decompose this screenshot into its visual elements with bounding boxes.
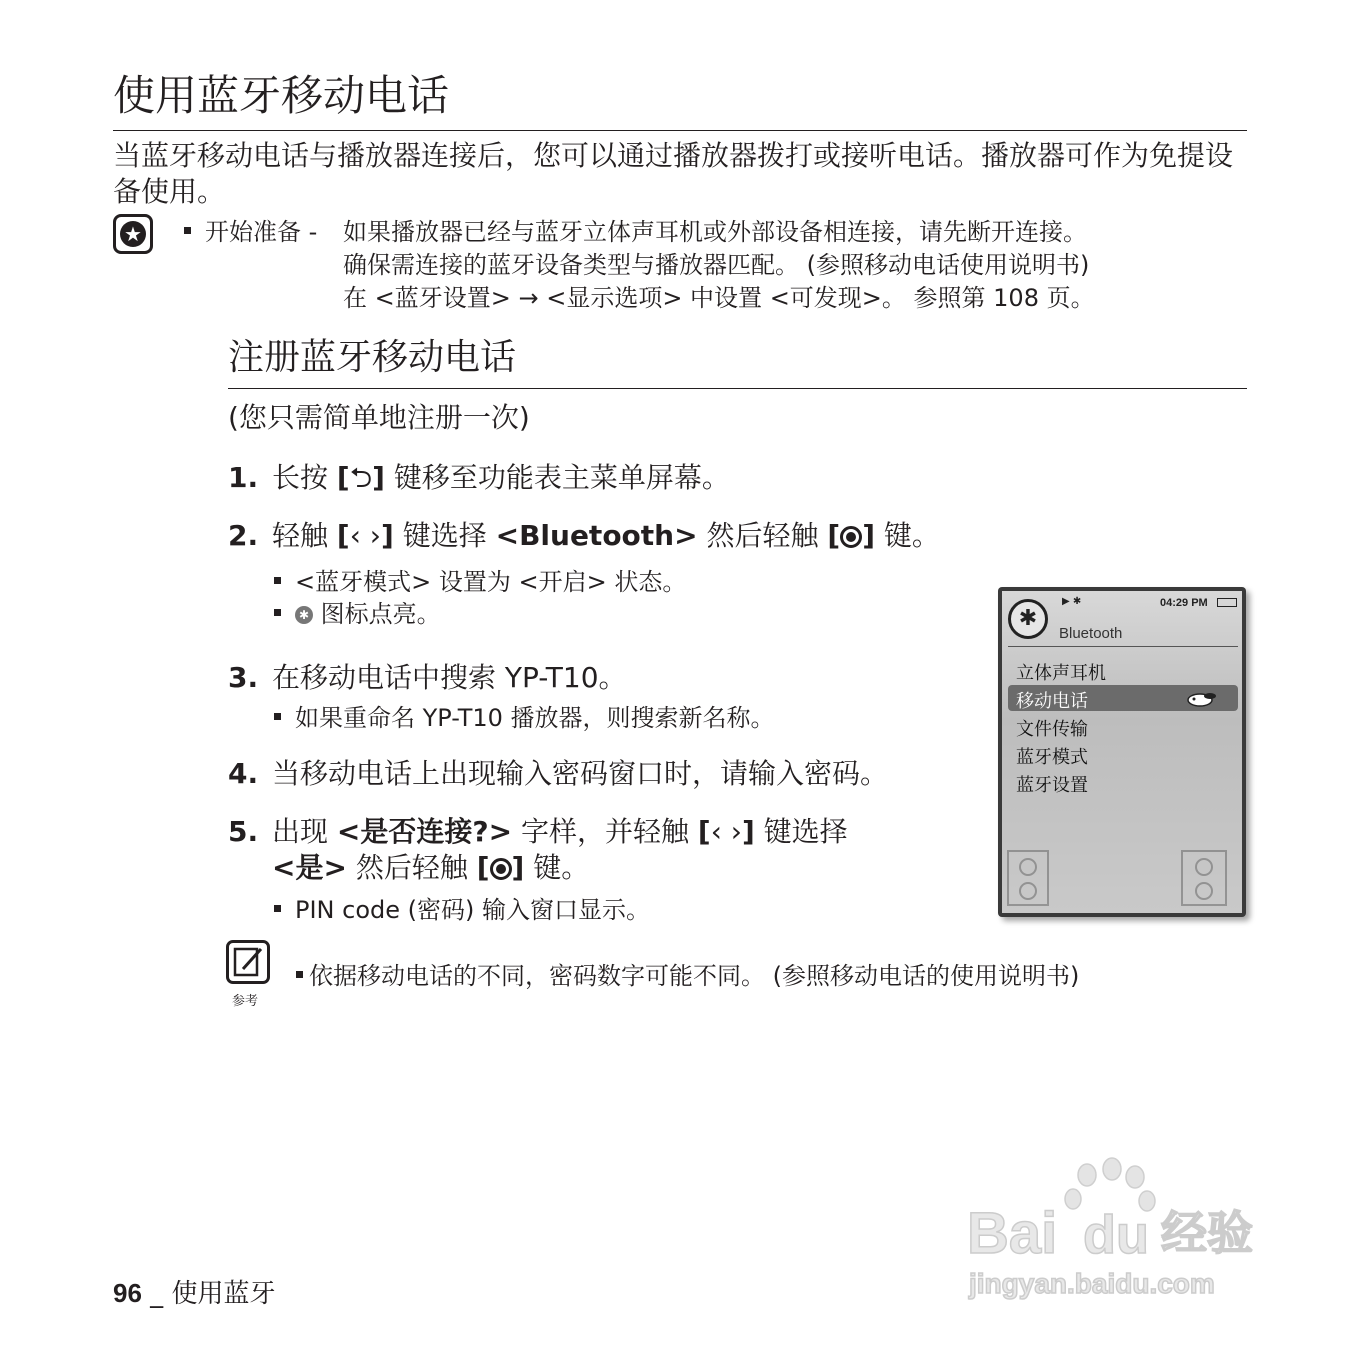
- page-title: 使用蓝牙移动电话: [113, 71, 450, 120]
- prep-line-2: 确保需连接的蓝牙设备类型与播放器匹配。 (参照移动电话使用说明书): [343, 251, 1090, 279]
- step-2: 2. 轻触 [‹ ›] 键选择 <Bluetooth> 然后轻触 [ ] 键。: [228, 519, 940, 552]
- prep-label: 开始准备 -: [205, 218, 318, 246]
- memo-text: 依据移动电话的不同，密码数字可能不同。 (参照移动电话的使用说明书): [296, 960, 1079, 992]
- menu-item-bluetooth-settings[interactable]: 蓝牙设置: [1016, 775, 1088, 796]
- star-note-icon: ★: [113, 214, 153, 254]
- prep-label-row: [184, 216, 317, 248]
- step-2-sub-2: ✱ 图标点亮。: [274, 598, 441, 630]
- menu-item-stereo-headset[interactable]: 立体声耳机: [1016, 663, 1106, 684]
- svg-text:jingyan.baidu.com: jingyan.baidu.com: [969, 1268, 1215, 1299]
- title-divider: [113, 130, 1247, 131]
- svg-text:经验: 经验: [1161, 1207, 1253, 1259]
- left-right-key-icon: ‹ ›: [710, 815, 742, 848]
- section-divider: [228, 388, 1247, 389]
- battery-icon: [1217, 598, 1237, 607]
- device-screen: [1002, 591, 1242, 913]
- screen-title: Bluetooth: [1059, 625, 1123, 642]
- section-title: 注册蓝牙移动电话: [228, 337, 517, 378]
- intro-paragraph: 当蓝牙移动电话与播放器连接后，您可以通过播放器拨打或接听电话。播放器可作为免提设备使用。: [113, 139, 1234, 208]
- svg-text:du: du: [1083, 1205, 1149, 1265]
- dog-icon: [1182, 688, 1218, 708]
- step-2-sub-1: <蓝牙模式> 设置为 <开启> 状态。: [274, 566, 686, 598]
- step-3-sub: 如果重命名 YP-T10 播放器，则搜索新名称。: [274, 702, 775, 734]
- select-key-icon: [840, 526, 862, 548]
- screen-divider: [1008, 646, 1238, 647]
- page-footer: 96 _ 使用蓝牙: [113, 1278, 276, 1309]
- once-note: (您只需简单地注册一次): [228, 401, 530, 434]
- bluetooth-icon: ✱: [295, 606, 313, 624]
- device-screenshot: [998, 587, 1246, 917]
- status-time: 04:29 PM: [1160, 597, 1208, 609]
- speaker-decoration-icon: [1172, 847, 1232, 907]
- memo-pen-icon: [226, 940, 270, 984]
- step-5-sub: PIN code (密码) 输入窗口显示。: [274, 894, 650, 926]
- prep-line-3: 在 <蓝牙设置> → <显示选项> 中设置 <可发现>。 参照第 108 页。: [343, 284, 1095, 312]
- menu-item-file-transfer[interactable]: 文件传输: [1016, 719, 1088, 740]
- speaker-decoration-icon: [1004, 847, 1064, 907]
- memo-label: 参考: [232, 994, 259, 1009]
- bluetooth-icon: ✱: [1008, 599, 1048, 639]
- menu-item-mobile-phone[interactable]: 移动电话: [1016, 691, 1088, 712]
- footer-section: 使用蓝牙: [171, 1279, 276, 1309]
- back-key-icon: ⮌: [349, 461, 373, 494]
- step-3: 3. 在移动电话中搜索 YP-T10。: [228, 661, 627, 694]
- menu-item-bluetooth-mode[interactable]: 蓝牙模式: [1016, 747, 1088, 768]
- page-number: 96: [113, 1278, 142, 1308]
- step-5-line-2: <是> 然后轻触 [ ] 键。: [272, 851, 590, 884]
- step-4: 4. 当移动电话上出现输入密码窗口时，请输入密码。: [228, 757, 889, 790]
- left-right-key-icon: ‹ ›: [349, 519, 381, 552]
- svg-text:Bai: Bai: [967, 1201, 1058, 1266]
- select-key-icon: [490, 858, 512, 880]
- baidu-watermark-logo: [965, 1155, 1275, 1305]
- status-play-icon: ▶ ✱: [1062, 596, 1082, 607]
- prep-line-1: 如果播放器已经与蓝牙立体声耳机或外部设备相连接，请先断开连接。: [343, 218, 1087, 246]
- bullet: [184, 227, 191, 234]
- step-5: 5. 出现 <是否连接?> 字样，并轻触 [‹ ›] 键选择: [228, 815, 848, 848]
- step-1: 1. 长按 [⮌] 键移至功能表主菜单屏幕。: [228, 461, 730, 494]
